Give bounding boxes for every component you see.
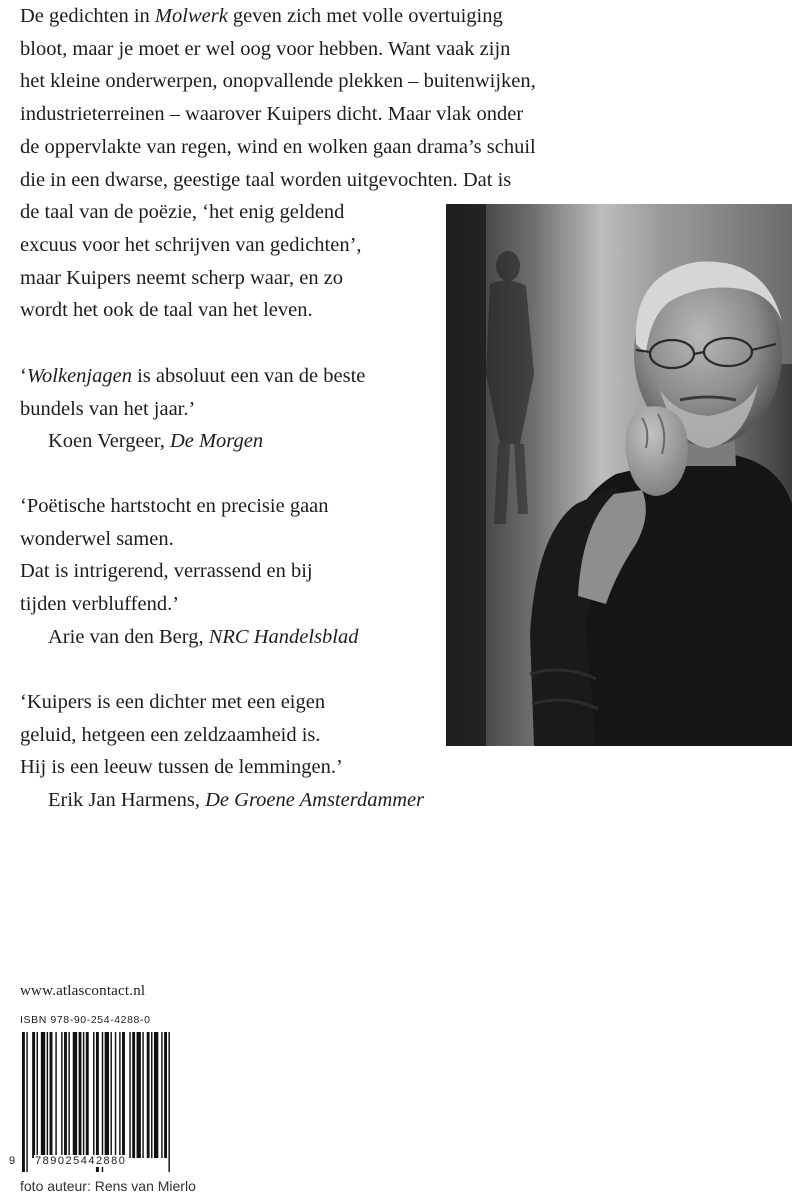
review-quote-3 xyxy=(20,686,424,817)
quote-attribution: Arie van den Berg, NRC Handelsblad xyxy=(48,625,359,648)
barcode-bar xyxy=(73,1032,77,1158)
barcode-bar xyxy=(154,1032,158,1158)
barcode-bar xyxy=(119,1032,120,1158)
barcode-number: 789025442880 xyxy=(35,1155,127,1167)
blurb-line: wordt het ook de taal van het leven. xyxy=(20,299,313,322)
quote-attribution: Koen Vergeer, De Morgen xyxy=(48,430,264,453)
quote-line: Hij is een leeuw tussen de lemmingen.’ xyxy=(20,756,343,779)
blurb-line: die in een dwarse, geestige taal worden uitgevochten. Dat is xyxy=(20,168,512,191)
quote-line: geluid, hetgeen een zeldzaamheid is. xyxy=(20,723,321,746)
quote-line: bundels van het jaar.’ xyxy=(20,397,196,420)
quote-line: Dat is intrigerend, verrassend en bij xyxy=(20,560,313,583)
barcode-bar xyxy=(50,1032,53,1158)
barcode-bar xyxy=(64,1032,67,1158)
blurb-line: het kleine onderwerpen, onopvallende plekken – buitenwijken, xyxy=(20,70,536,93)
photo-credit: foto auteur: Rens van Mierlo xyxy=(20,1178,196,1194)
quote-line: ‘Poëtische hartstocht en precisie gaan xyxy=(20,495,329,517)
barcode-bar xyxy=(86,1032,89,1158)
blurb-line: excuus voor het schrijven van gedichten’, xyxy=(20,233,362,256)
quote-line: wonderwel samen. xyxy=(20,527,174,550)
barcode-bar xyxy=(26,1032,27,1172)
blurb-line: industrieterreinen – waarover Kuipers dicht. Maar vlak onder xyxy=(20,103,524,126)
barcode-bar xyxy=(115,1032,116,1158)
barcode-bar xyxy=(32,1032,35,1158)
barcode-bar xyxy=(129,1032,130,1158)
barcode-bar xyxy=(22,1032,25,1172)
isbn-number: ISBN 978-90-254-4288-0 xyxy=(20,1014,151,1026)
blurb-line: de taal van de poëzie, ‘het enig geldend xyxy=(20,201,345,224)
barcode-bar xyxy=(151,1032,152,1158)
barcode-bar xyxy=(122,1032,125,1158)
barcode-bar xyxy=(137,1032,141,1158)
barcode-bar xyxy=(102,1032,103,1172)
barcode-bar xyxy=(147,1032,150,1158)
review-quote-2 xyxy=(20,490,359,654)
barcode-bar xyxy=(110,1032,111,1158)
barcode-bar xyxy=(83,1032,84,1158)
publisher-url[interactable]: www.atlascontact.nl xyxy=(20,983,146,999)
blurb-line: maar Kuipers neemt scherp waar, en zo xyxy=(20,266,344,289)
barcode-bar xyxy=(161,1032,162,1158)
quote-attribution: Erik Jan Harmens, De Groene Amsterdammer xyxy=(48,789,425,812)
barcode-bar xyxy=(61,1032,62,1158)
barcode-bar xyxy=(168,1032,169,1172)
quote-line: ‘Kuipers is een dichter met een eigen xyxy=(20,691,326,713)
barcode-bar xyxy=(55,1032,56,1158)
barcode-bar xyxy=(41,1032,45,1158)
barcode-bar xyxy=(105,1032,109,1158)
blurb-line: de oppervlakte van regen, wind en wolken gaan drama’s schuil xyxy=(20,135,536,158)
barcode-first-digit: 9 xyxy=(9,1155,17,1167)
barcode-bar xyxy=(164,1032,167,1158)
quote-line: tijden verbluffend.’ xyxy=(20,593,180,616)
barcode-bar xyxy=(37,1032,38,1158)
barcode-bar xyxy=(93,1032,94,1158)
barcode-bar xyxy=(142,1032,143,1158)
barcode-bar xyxy=(68,1032,69,1158)
barcode-bar xyxy=(47,1032,48,1158)
author-photo xyxy=(446,204,792,746)
barcode-bar xyxy=(132,1032,135,1158)
blurb-line: De gedichten in Molwerk geven zich met volle overtuiging xyxy=(20,5,503,27)
author-portrait-illustration xyxy=(446,204,792,746)
blurb-line: bloot, maar je moet er wel oog voor hebben. Want vaak zijn xyxy=(20,37,511,60)
ean-barcode xyxy=(20,1032,222,1172)
barcode-bar xyxy=(79,1032,82,1158)
quote-line: ‘Wolkenjagen is absoluut een van de beste xyxy=(20,365,366,387)
barcode-bar xyxy=(96,1032,99,1172)
review-quote-1 xyxy=(20,360,365,458)
